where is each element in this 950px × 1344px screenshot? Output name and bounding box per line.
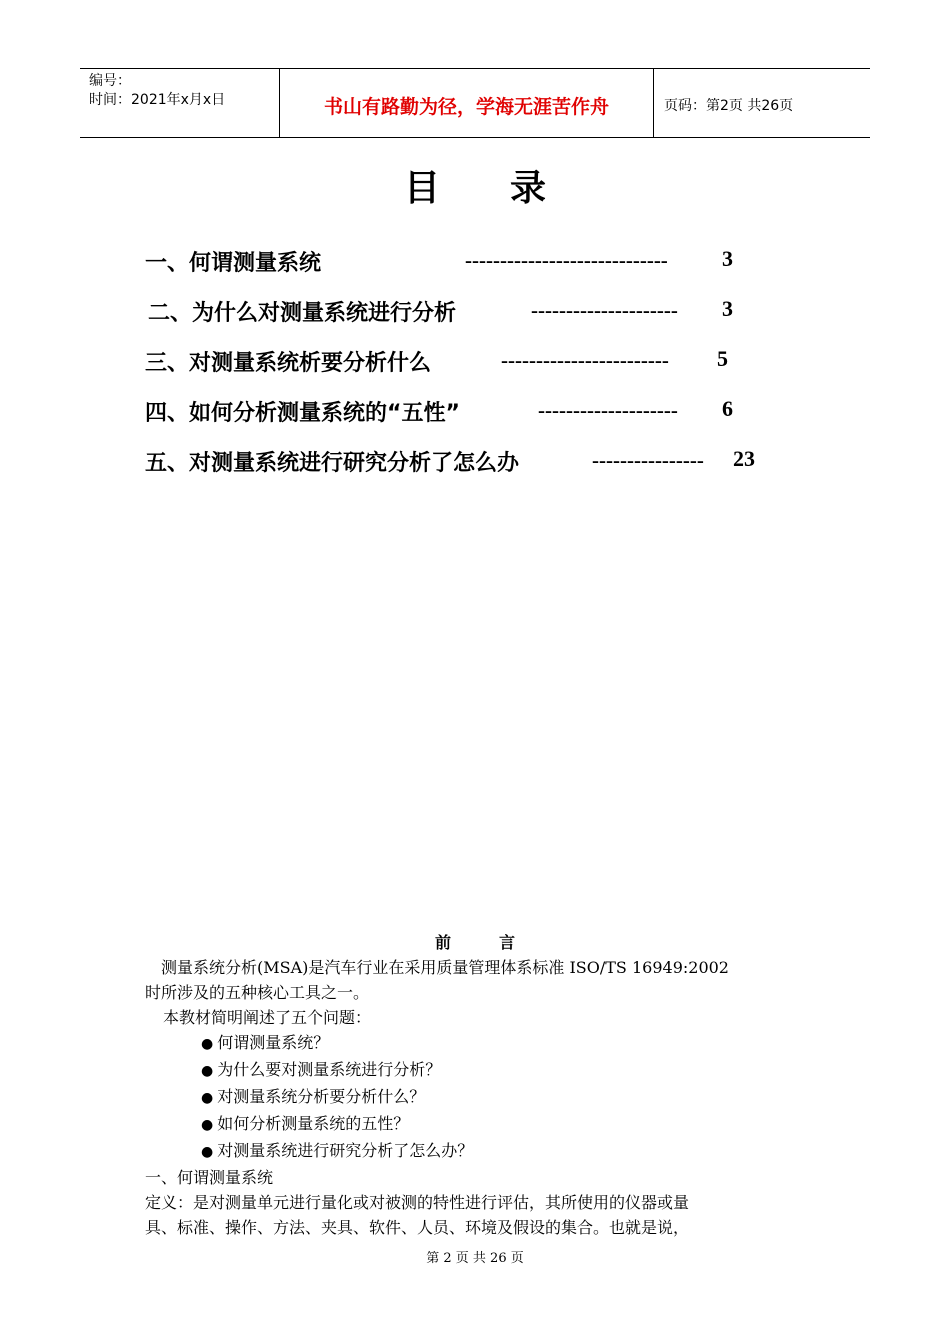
page-info: 页码：第2页 共26页 (664, 97, 794, 114)
toc-page-1: 3 (722, 246, 733, 271)
list-item: ● 对测量系统分析要分析什么？ (201, 1087, 426, 1106)
toc-page-3: 5 (717, 346, 728, 371)
preface-para1-line1: 测量系统分析(MSA)是汽车行业在采用质量管理体系标准 ISO/TS 16949:2002 (161, 958, 729, 977)
bullet-icon: ● (201, 1117, 214, 1133)
definition-line1: 定义：是对测量单元进行量化或对被测的特性进行评估，其所使用的仪器或量 (145, 1193, 690, 1212)
bullet-icon: ● (201, 1063, 214, 1079)
toc-title-char-1: 目 (403, 168, 440, 209)
toc-item-2[interactable]: 二、为什么对测量系统进行分析 (148, 301, 457, 326)
list-item: ● 对测量系统进行研究分析了怎么办？ (201, 1141, 474, 1160)
preface-section (145, 930, 815, 1240)
header-table (80, 68, 870, 138)
toc-leader-2: --------------------- (531, 298, 678, 322)
toc-leader-3: ------------------------ (501, 348, 669, 372)
toc-leader-4: -------------------- (538, 398, 678, 422)
toc-item-4[interactable]: 四、如何分析测量系统的“五性” (145, 401, 460, 426)
toc-title (0, 160, 950, 211)
preface-para1-line2: 时所涉及的五种核心工具之一。 (145, 983, 370, 1002)
toc-leader-1: ----------------------------- (465, 248, 668, 272)
toc-item-5[interactable]: 五、对测量系统进行研究分析了怎么办 (145, 451, 520, 476)
bullet-icon: ● (201, 1090, 214, 1106)
toc-page-2: 3 (722, 296, 733, 321)
list-item: ● 为什么要对测量系统进行分析？ (201, 1060, 442, 1079)
list-item: ● 何谓测量系统？ (201, 1033, 330, 1052)
toc-title-char-2: 录 (510, 168, 547, 209)
number-label: 编号： (89, 73, 131, 89)
definition-line2: 具、标准、操作、方法、夹具、软件、人员、环境及假设的集合。也就是说， (145, 1218, 690, 1237)
bullet-icon: ● (201, 1036, 214, 1052)
time-label: 时间：2021年x月x日 (89, 92, 226, 108)
toc-leader-5: ---------------- (592, 448, 704, 472)
page-footer: 第 2 页 共 26 页 (426, 1251, 524, 1266)
preface-para2: 本教材简明阐述了五个问题： (163, 1008, 372, 1027)
toc-item-3[interactable]: 三、对测量系统析要分析什么 (145, 351, 432, 376)
toc-page-4: 6 (722, 396, 733, 421)
bullet-icon: ● (201, 1144, 214, 1160)
toc-page-5: 23 (733, 446, 755, 471)
preface-heading: 前 言 (434, 933, 516, 952)
motto: 书山有路勤为径，学海无涯苦作舟 (280, 69, 654, 137)
question-list (145, 1030, 815, 1165)
section-heading: 一、何谓测量系统 (145, 1168, 274, 1187)
list-item: ● 如何分析测量系统的五性？ (201, 1114, 410, 1133)
header-left-cell (80, 69, 280, 137)
toc-item-1[interactable]: 一、何谓测量系统 (145, 251, 322, 276)
